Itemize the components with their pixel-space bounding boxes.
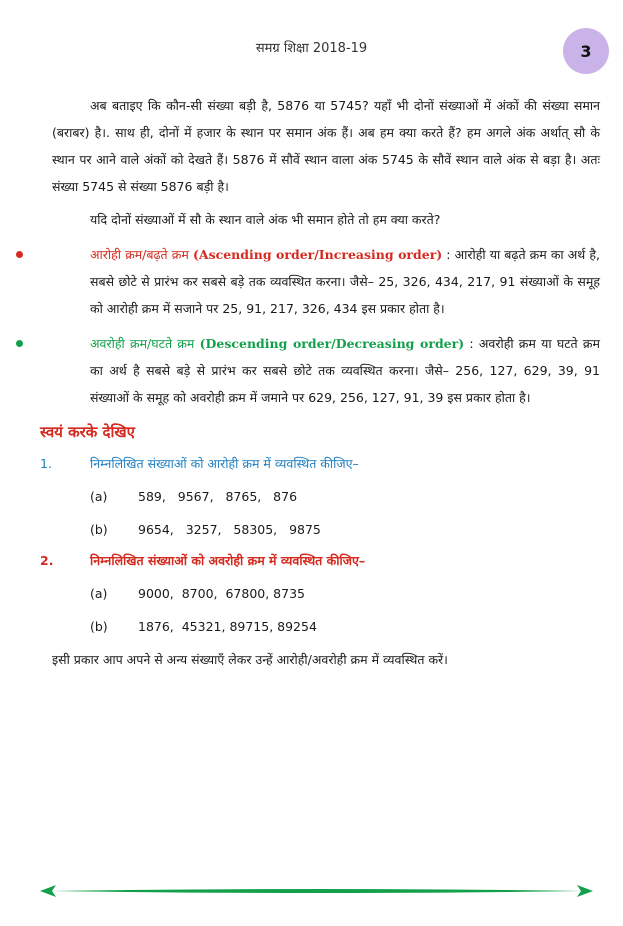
page-header: समग्र शिक्षा 2018-19 [255, 41, 368, 56]
section-title: स्वयं करके देखिए [40, 423, 135, 441]
ascending-term-en: (Ascending order/Increasing order) [192, 247, 443, 262]
descending-term: अवरोही क्रम/घटते क्रम [90, 336, 195, 351]
paragraph-comparison: अब बताइए कि कौन-सी संख्या बड़ी है, 5876 या 5745? यहाँ भी दोनों संख्याओं में अंकों की संख्या समान (बराबर) है।. साथ ही, दोनों में हजार के स्थान पर समान अंक हैं। अब हम क्या करते हैं? हम अगले अंक अर्थात् सौ के स्थान पर आने वाले अंकों को देखते हैं। 5876 में सौवें स्थान वाला अंक 5745 के सौवें स्थान वाले अंक से बड़ा है। अतः संख्या 5745 से संख्या 5876 बड़ी है। [52, 98, 600, 194]
footer-divider-icon [40, 884, 593, 898]
bullet-icon [16, 340, 23, 347]
question-2-text: निम्नलिखित संख्याओं को अवरोही क्रम में व्यवस्थित कीजिए– [90, 553, 366, 568]
descending-description: : अवरोही क्रम या घटते क्रम का अर्थ है सबसे बड़े से प्रारंभ कर सबसे छोटे तक व्यवस्थित करना। जैसे– 256, 127, 629, 39, 91 संख्याओं के समूह को अवरोही क्रम में जमाने पर 629, 256, 127, 91, 39 इस प्रकार होता है। [90, 336, 600, 405]
question-2-option-b [52, 613, 600, 640]
ascending-term: आरोही क्रम/बढ़ते क्रम [90, 247, 189, 262]
question-2-number: 2. [40, 553, 54, 568]
option-label: (b) [90, 619, 108, 634]
question-1-option-a [52, 483, 600, 510]
ascending-description: : आरोही या बढ़ते क्रम का अर्थ है, सबसे छोटे से प्रारंभ कर सबसे बड़े तक व्यवस्थित करना। जैसे– 25, 326, 434, 217, 91 संख्याओं के समूह को आरोही क्रम में सजाने पर 25, 91, 217, 326, 434 इस प्रकार होता है। [90, 247, 600, 316]
option-values: 589, 9567, 8765, 876 [138, 489, 298, 504]
page-content [40, 92, 600, 673]
ascending-text [52, 241, 600, 322]
question-1 [40, 450, 600, 477]
bullet-icon [16, 251, 23, 258]
ascending-definition [52, 241, 600, 322]
question-2 [40, 547, 600, 574]
closing-paragraph: इसी प्रकार आप अपने से अन्य संख्याएँ लेकर उन्हें आरोही/अवरोही क्रम में व्यवस्थित करें। [52, 652, 448, 667]
page-number-badge: 3 [563, 28, 609, 74]
descending-text [52, 330, 600, 411]
paragraph-question: यदि दोनों संख्याओं में सौ के स्थान वाले अंक भी समान होते तो हम क्या करते? [90, 212, 441, 227]
option-values: 9654, 3257, 58305, 9875 [138, 522, 321, 537]
question-2-option-a [52, 580, 600, 607]
question-1-number: 1. [40, 456, 52, 471]
option-label: (a) [90, 489, 108, 504]
descending-definition [52, 330, 600, 411]
question-1-text: निम्नलिखित संख्याओं को आरोही क्रम में व्यवस्थित कीजिए– [90, 456, 359, 471]
option-values: 1876, 45321, 89715, 89254 [138, 619, 317, 634]
option-label: (a) [90, 586, 108, 601]
option-label: (b) [90, 522, 108, 537]
question-1-option-b [52, 516, 600, 543]
option-values: 9000, 8700, 67800, 8735 [138, 586, 305, 601]
descending-term-en: (Descending order/Decreasing order) [199, 336, 465, 351]
